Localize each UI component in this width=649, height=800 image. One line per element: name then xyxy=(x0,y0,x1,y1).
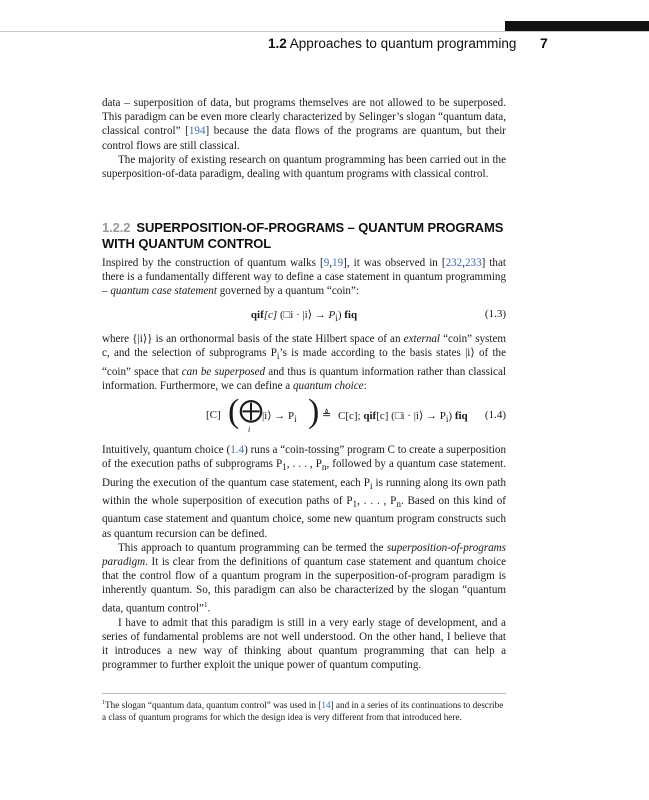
header-bar xyxy=(505,21,649,31)
paragraph-7: I have to admit that this paradigm is still in a very early stage of development, and a series of fundamental problems are not well understood. On the other hand, I believe that it introduces a new way of thinking about quantum programming that can help a programmer to further exploit the unique power of quantum computing. xyxy=(102,616,506,672)
paragraph-5: Intuitively, quantum choice (1.4) runs a “coin-tossing” program C to create a superposition of the execution paths of subprograms $P_1$, . . . , $P_n$, followed by a quantum case statement. During the execution of the quantum case statement, each $P_i$ is running along its own path within the whole superposition of execution paths of $P_1$, . . . , $P_n$. Based on this kind of quantum case statement and quantum choice, some new quantum program constructs such as quantum recursion can be defined. xyxy=(102,444,507,540)
header-rule xyxy=(0,31,649,32)
body-bottom xyxy=(102,443,506,672)
running-head xyxy=(268,36,516,51)
citation-link[interactable]: 232 xyxy=(445,257,463,269)
paragraph-1: data – superposition of data, but programs themselves are not allowed to be superposed. This paradigm can be even more clearly characterized by Selinger’s slogan “quantum data, classical control” [194] because the data flows of the programs are quantum, but their control flows are still classical. xyxy=(102,97,506,152)
equation-tag: (1.4) xyxy=(484,409,506,421)
equation-tag: (1.3) xyxy=(484,308,506,320)
section-number: 1.2.2 xyxy=(102,220,131,235)
paragraph-4: where {|i⟩} is an orthonormal basis of the state Hilbert space of an external “coin” system c, and the selection of subprograms $P_i’s$ is made according to the basis states |i⟩ of the “coin” space that can be superposed and thus is quantum information rather than classical information. Furthermore, we can define a quantum choice: xyxy=(102,333,507,392)
equation-1-3: qif[c] (□i · |i⟩ → $P_i$) fiq (1.3) xyxy=(250,308,506,324)
paragraph-3: Inspired by the construction of quantum walks [9,19], it was observed in [232,233] that there is a fundamentally different way to define a case statement in quantum programming – quantum case statement governed by a quantum “coin”: xyxy=(102,257,506,298)
footnote-rule xyxy=(102,693,506,694)
citation-link[interactable]: 14 xyxy=(321,700,331,711)
citation-link[interactable]: 194 xyxy=(188,125,206,138)
section-title: SUPERPOSITION-OF-PROGRAMS – QUANTUM PROGRAMS WITH QUANTUM CONTROL xyxy=(102,220,504,251)
citation-link[interactable]: 9 xyxy=(323,257,330,269)
body-top xyxy=(102,96,506,181)
paragraph-6: This approach to quantum programming can be termed the superposition-of-programs paradigm. It is clear from the definitions of quantum case statement and quantum choice that the control flow of a quantum program in the superposition-of-program paradigm is inherently quantum. So, this paradigm can also be characterized by the slogan “quantum data, quantum control”$^1$. xyxy=(102,541,506,615)
running-head-title: Approaches to quantum programming xyxy=(289,36,517,51)
section-heading xyxy=(102,220,506,251)
running-head-number: 1.2 xyxy=(268,36,287,51)
footnote-marker[interactable]: 1 xyxy=(203,600,208,609)
paragraph-2: The majority of existing research on quantum programming has been carried out in the superposition-of-data paradigm, dealing with quantum programs with classical control. xyxy=(102,153,506,181)
page-number: 7 xyxy=(540,35,548,51)
footnote: $^1$The slogan “quantum data, quantum control” was used in [14] and in a series of its continuations to describe a class of quantum programs for which the design idea is very different from that introduced here. xyxy=(102,700,504,723)
citation-link[interactable]: 19 xyxy=(332,257,344,269)
equation-1-4: [C] ( ⨁ i |i⟩ → $P_i$ ) ≜ C[c]; qif[c] (□i · |i⟩ → $P_i$) fiq (1.4) xyxy=(206,393,506,434)
citation-link[interactable]: 233 xyxy=(464,257,482,269)
equation-link[interactable]: 1.4 xyxy=(230,444,245,456)
